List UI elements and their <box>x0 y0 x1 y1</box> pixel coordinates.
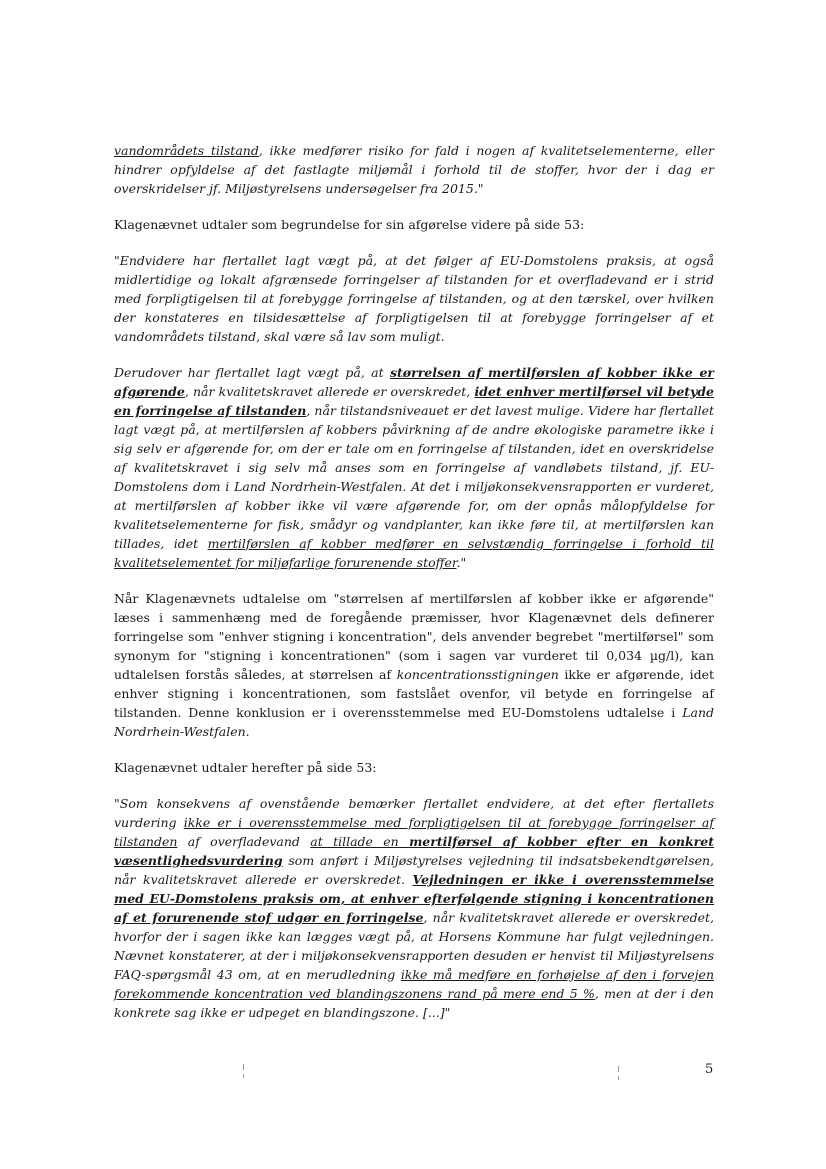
document-body <box>114 141 714 1022</box>
paragraph-intro-1: Klagenævnet udtaler som begrundelse for sin afgørelse videre på side 53: <box>114 217 585 232</box>
italic-term: koncentrationsstigningen <box>396 667 559 682</box>
page-number: 5 <box>705 1062 714 1077</box>
quote-text: som anført i Miljøstyrelses vejledning til indsatsbekendtgørelsen, når kvalitetskravet allerede er overskredet. <box>114 853 714 887</box>
quote-text: ." <box>456 555 467 570</box>
underlined-phrase: vandområdets tilstand <box>114 143 259 158</box>
quote-text: "Som konsekvens af ovenstående bemærker flertallet endvidere, at det efter flertallets vurdering <box>114 796 714 830</box>
underlined-phrase: at tillade en <box>310 834 410 849</box>
underlined-phrase: ikke er i overensstemmelse med forpligtigelsen til at forebygge forringelser af tilstanden <box>114 815 714 849</box>
body-text: ikke er afgørende, idet enhver stigning i koncentrationen, som fastslået ovenfor, vil betyde en forringelse af tilstanden. Denne konklusion er i overensstemmelse med EU-Domstolens udtalelse i <box>114 667 714 720</box>
bold-underlined-phrase: idet enhver mertilførsel vil betyde en forringelse af tilstanden <box>114 384 714 418</box>
italic-term: Land Nordrhein-Westfalen <box>114 705 714 739</box>
paragraph-intro-2: Klagenævnet udtaler herefter på side 53: <box>114 760 377 775</box>
bold-underlined-phrase: Vejledningen er ikke i overensstemmelse med EU-Domstolens praksis om, at enhver efterfølgende stigning i koncentrationen af et forurenende stof udgør en forringelse <box>114 872 714 925</box>
scan-speck <box>243 1074 244 1078</box>
quote-text: , når tilstandsniveauet er det lavest mulige. Videre har flertallet lagt vægt på, at mertilførslen af kobbers påvirkning af de andre økologiske parametre ikke i sig selv er afgørende for, om der er tale om en forringelse af tilstanden, idet en overskridelse af kvalitetskravet i sig selv må anses som en forringelse af vandløbets tilstand, jf. EU-Domstolens dom i Land Nordrhein-Westfalen. At det i miljøkonsekvensrapporten er vurderet, at mertilførslen af kobber ikke vil være afgørende for, om der opnås målopfyldelse for kvalitetselementerne for fisk, smådyr og vandplanter, kan ikke føre til, at mertilførslen kan tillades, idet <box>114 403 714 551</box>
underlined-phrase: ikke må medføre en forhøjelse af den i forvejen forekommende koncentration ved blandingszonens rand på mere end 5 % <box>114 967 714 1001</box>
quote-paragraph-1: "Endvidere har flertallet lagt vægt på, at det følger af EU-Domstolens praksis, at også midlertidige og lokalt afgrænsede forringelser af tilstanden for et overfladevand er i strid med forpligtigelsen til at forebygge forringelse af tilstanden, og at den tærskel, over hvilken der konstateres en tilsidesættelse af forpligtigelsen til at forebygge forringelser af et vandområdets tilstand, skal være så lav som muligt. <box>114 253 714 344</box>
bold-underlined-phrase: mertilførsel af kobber efter en konkret væsentlighedsvurdering <box>114 834 714 868</box>
quote-text: Derudover har flertallet lagt vægt på, at <box>114 365 390 380</box>
bold-underlined-phrase: størrelsen af mertilførslen af kobber ikke er afgørende <box>114 365 715 399</box>
quote-text: , når kvalitetskravet allerede er overskredet, <box>184 384 475 399</box>
quote-text: , når kvalitetskravet allerede er overskredet, hvorfor der i sagen ikke kan lægges vægt på, at Horsens Kommune har fulgt vejledningen. Nævnet konstaterer, at der i miljøkonsekvensrapporten desuden er henvist til Miljøstyrelsens FAQ-spørgsmål 43 om, at en merudledning <box>114 910 714 982</box>
quote-text: af overfladevand <box>177 834 311 849</box>
scan-speck <box>618 1066 619 1072</box>
quote-paragraph-3 <box>114 794 714 1022</box>
body-text: Når Klagenævnets udtalelse om "størrelsen af mertilførslen af kobber ikke er afgørende" læses i sammenhæng med de foregående præmisser, hvor Klagenævnet dels definerer forringelse som "enhver stigning i koncentration", dels anvender begrebet "mertilførsel" som synonym for "stigning i koncentrationen" (som i sagen var vurderet til 0,034 µg/l), kan udtalelsen forstås således, at størrelsen af <box>114 591 714 682</box>
scan-speck <box>618 1076 619 1080</box>
quote-continuation <box>114 141 714 198</box>
quote-text: , ikke medfører risiko for fald i nogen af kvalitetselementerne, eller hindrer opfyldelse af det fastlagte miljømål i forhold til de stoffer, hvor der i dag er overskridelser jf. Miljøstyrelsens undersøgelser fra 2015." <box>114 143 714 196</box>
underlined-phrase: mertilførslen af kobber medfører en selvstændig forringelse i forhold til kvalitetselementet for miljøfarlige forurenende stoffer <box>114 536 714 570</box>
body-text: . <box>245 724 250 739</box>
analysis-paragraph <box>114 589 714 741</box>
scan-speck <box>243 1064 244 1070</box>
quote-text: , men at der i den konkrete sag ikke er udpeget en blandingszone. [...]" <box>114 986 714 1020</box>
quote-paragraph-2 <box>114 363 714 572</box>
